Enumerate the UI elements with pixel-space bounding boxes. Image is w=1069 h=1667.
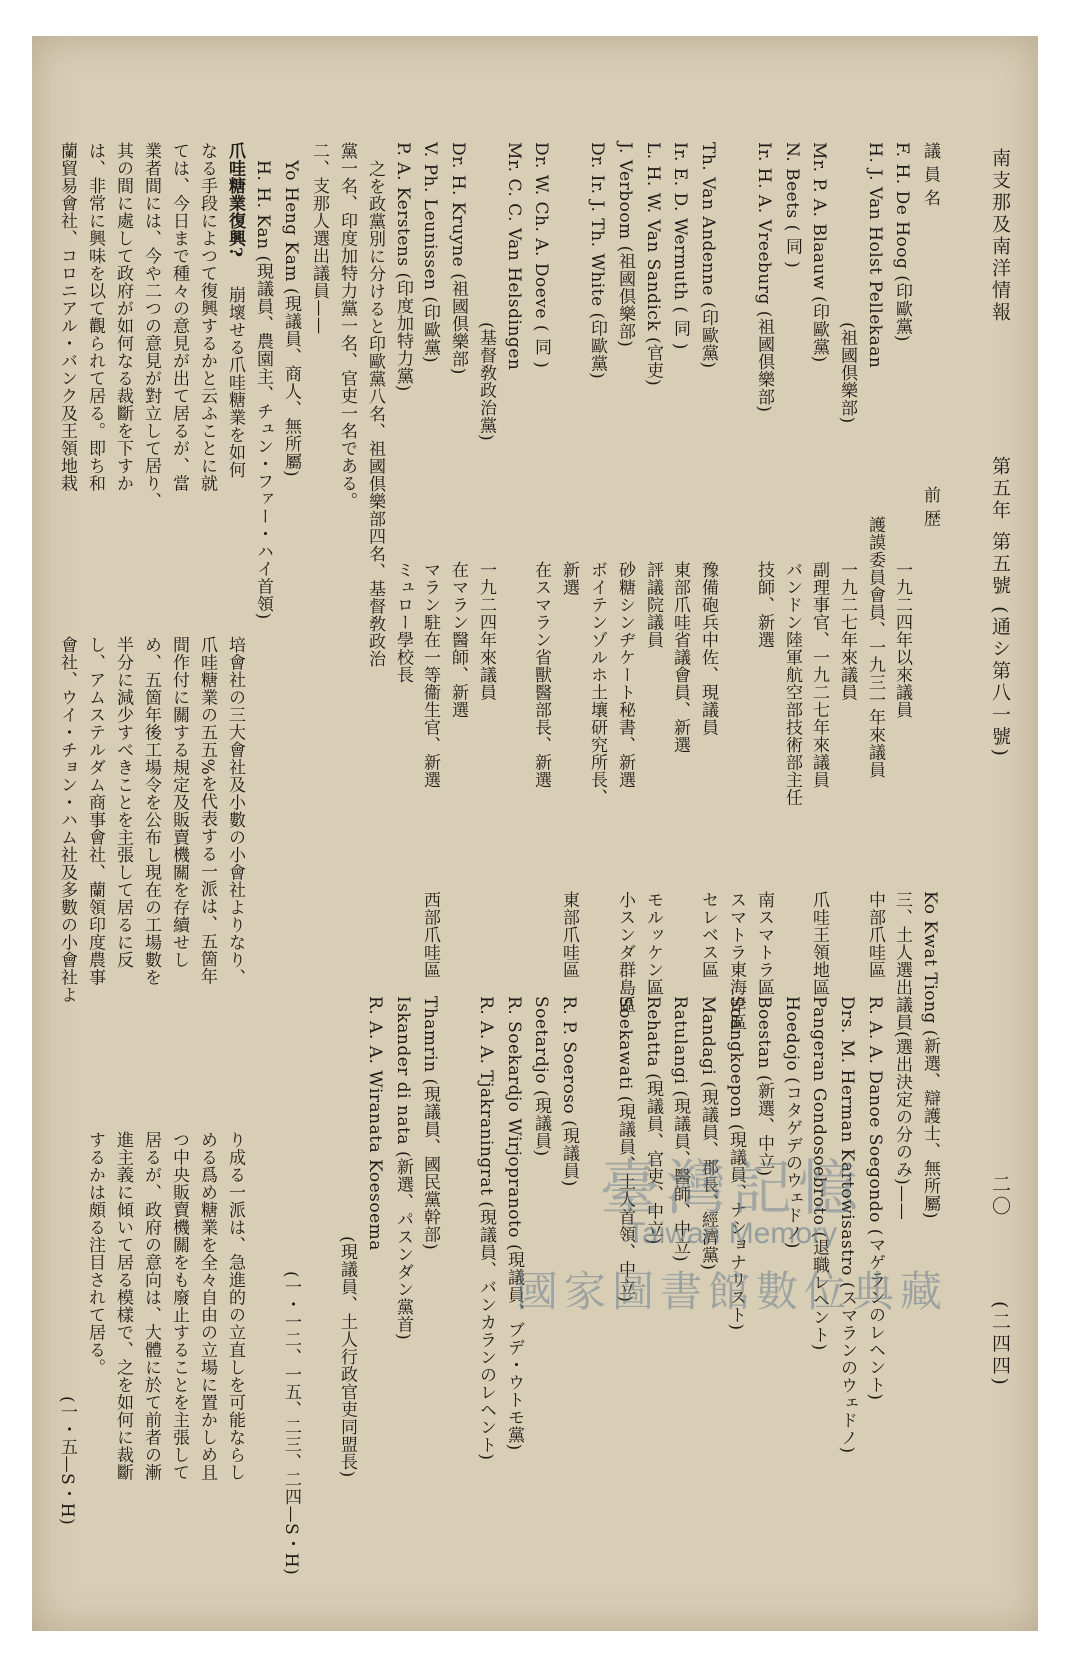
history-entry: ミュロー學校長 (393, 561, 413, 684)
article-text: 其の間に處して政府が如何なる裁斷を下すか (113, 142, 133, 492)
article-text: 蘭貿易會社、コロニアル・バンク及王領地栽 (57, 142, 77, 492)
member-name: Yo Heng Kam (現議員、商人、無所屬) (281, 160, 301, 478)
member-name: L. H. W. Van Sandick (官吏) (643, 142, 663, 387)
region-label: 東部爪哇區 (559, 891, 579, 979)
date-note: (一・五—S・H) (57, 1396, 77, 1526)
publication-title: 南支那及南洋情報 (989, 148, 1011, 324)
history-entry: 一九二四年來議員 (476, 561, 496, 701)
watermark-taiwan-memory-en: Taiwan Memory (626, 1217, 838, 1250)
native-member: R. Soekardjo Wirjopranoto (現議員、ブデ・ウトモ黨) (504, 996, 524, 1451)
history-entry: 在マラン醫師、新選 (448, 561, 468, 719)
member-name: H. H. Kan (現議員、農園主、チュン・ファー・ハイ首領) (253, 160, 273, 620)
history-entry: 新選 (559, 561, 579, 596)
date-note: (一・一二、一五、二三、二四—S・H) (281, 1271, 301, 1576)
history-heading: 前 歴 (920, 486, 940, 527)
member-name: J. Verboom (祖國倶樂部) (615, 142, 635, 348)
region-label: 西部爪哇區 (420, 891, 440, 979)
article-text: 業者間には、今や二つの意見が對立して居り、 (141, 142, 161, 510)
native-member: R. A. A. Tjakraningrat (現議員、バンカランのレヘント) (476, 996, 496, 1461)
article-title: 爪哇糖業復興? (225, 142, 245, 258)
native-member: Hoedojo (コタゲデのウェドノ) (782, 996, 802, 1249)
party-summary: 黨一名、印度加特力黨一名、官吏一名である。 (337, 142, 357, 510)
article-text: 半分に減少すべきことを主張して居るに反 (113, 636, 133, 969)
native-member: Soangkoepon (現議員、ナショナリスト) (726, 996, 746, 1331)
article-text: し、アムステルダム商事會社、蘭領印度農事 (85, 636, 105, 986)
native-member: Mandagi (現議員、郡長、經濟黨) (698, 996, 718, 1271)
member-name: V. Ph. Leunissen (印歐黨) (420, 142, 440, 364)
document-page (32, 36, 1038, 1631)
article-text: 培會社の三大會社及小數の小會社よりなり、 (225, 636, 245, 986)
member-name: Dr. H. Kruyne (祖國倶樂部) (448, 142, 468, 375)
region-label: 中部爪哇區 (865, 891, 885, 979)
member-party: (祖國倶樂部) (837, 322, 857, 424)
member-name: Ir. H. A. Vreeburg (祖國倶樂部) (754, 142, 774, 413)
native-member: Ratulangi (現議員、醫師、中立) (670, 996, 690, 1263)
history-entry: 評議院議員 (643, 561, 663, 649)
region-label: モルッケン區 (643, 891, 663, 996)
native-member: Rehatta (現議員、官吏、中立) (643, 996, 663, 1245)
history-entry: 一九二七年來議員 (837, 561, 857, 701)
article-text: つ中央販賣機關をも廢止することを主張して (169, 1131, 189, 1481)
issue-number: 第五年 第五號 (通シ第八一號) (989, 456, 1011, 759)
party-summary: 之を政黨別に分けると印歐黨八名、祖國倶樂部四名、基督敎政治 (365, 160, 385, 668)
native-member: R. A. A. Danoe Soegondo (マゲランのレヘント) (865, 996, 885, 1401)
history-entry: 技師、新選 (754, 561, 774, 649)
native-member: Drs. M. Herman Kartowisastro (スマランのウェドノ) (837, 996, 857, 1454)
watermark-library-name: 國家圖書館數位典藏 (515, 1267, 948, 1316)
native-heading: 三、土人選出議員(選出決定の分のみ)—— (892, 891, 912, 1221)
article-text: 爪哇糖業の五五%を代表する一派は、五箇年 (197, 636, 217, 986)
region-label: 南スマトラ區 (754, 891, 774, 996)
native-member: Iskander di nata (新選、パスンダン黨首) (393, 996, 413, 1341)
member-name: Mr. C. C. Van Helsdingen (504, 142, 524, 371)
member-name: P. A. Kerstens (印度加特力黨) (393, 142, 413, 392)
article-text: 崩壞せる爪哇糖業を如何 (225, 286, 245, 479)
article-text: 會社、ウイ・チョン・ハム社及多數の小會社よ (57, 636, 77, 1004)
article-text: するかは頗る注目されて居る。 (85, 1131, 105, 1376)
history-entry: 豫備砲兵中佐、現議員 (698, 561, 718, 736)
article-text: なる手段によつて復興するかと云ふことに就 (197, 142, 217, 492)
history-entry: 護謨委員會員、一九三一年來議員 (865, 516, 885, 779)
article-text: ては、今日まで種々の意見が出て居るが、當 (169, 142, 189, 492)
article-text: 進主義に傾いて居る模樣で、之を如何に裁斷 (113, 1131, 133, 1481)
article-text: め、五箇年後工場令を公布し現在の工場數を (141, 636, 161, 986)
member-party: (基督敎政治黨) (476, 322, 496, 442)
history-entry: 砂糖シンヂケート秘書、新選 (615, 561, 635, 789)
total-page-number: (二四四) (989, 1301, 1011, 1388)
native-member: Soetardjo (現議員) (531, 996, 551, 1157)
history-entry: ボイテンゾルホ土壤研究所長、 (587, 561, 607, 806)
section-heading: 議 員 名 (920, 142, 940, 207)
native-member: Pangeran Gondosoebroto (退職レヘント) (809, 996, 829, 1351)
history-entry: 副理事官、一九二七年來議員 (809, 561, 829, 789)
member-name: Ir. E. D. Wermuth ( 同 ) (670, 142, 690, 350)
native-intro: Ko Kwat Tiong (新選、辯護士、無所屬) (920, 891, 940, 1220)
region-label: 爪哇王領地區 (809, 891, 829, 996)
page-number: 二〇 (989, 1174, 1011, 1218)
chinese-members-heading: 二、支那人選出議員—— (309, 142, 329, 335)
watermark-taiwan-memory-cn: 臺灣記憶 (600, 1154, 864, 1224)
native-member: Boestan (新選、中立) (754, 996, 774, 1177)
history-entry: 在スマラン省獸醫部長、新選 (531, 561, 551, 789)
member-name: Dr. Ir. J. Th. White (印歐黨) (587, 142, 607, 380)
member-name: Mr. P. A. Blaauw (印歐黨) (809, 142, 829, 363)
region-label: セレベス區 (698, 891, 718, 979)
member-name: Dr. W. Ch. A. Doeve ( 同 ) (531, 142, 551, 369)
article-text: 間作付に關する規定及販賣機關を存續せし (169, 636, 189, 969)
native-member: Soekawati (現議員、土人首領、中立) (615, 996, 635, 1303)
member-name: N. Beets ( 同 ) (782, 142, 802, 269)
article-text: り成る一派は、急進的の立直しを可能ならし (225, 1131, 245, 1481)
region-label: 小スンダ群島區 (615, 891, 635, 1014)
article-text: は、非常に興味を以て觀られて居る。即ち和 (85, 142, 105, 492)
region-label: スマトラ東海岸區 (726, 891, 746, 1031)
article-text: める爲め糖業を全々自由の立場に置かしめ且 (197, 1131, 217, 1481)
article-text: 居るが、政府の意向は、大體に於て前者の漸 (141, 1131, 161, 1481)
library-watermark (472, 1141, 992, 1316)
history-entry: バンドン陸軍航空部技術部主任 (782, 561, 802, 806)
member-name: F. H. De Hoog (印歐黨) (892, 142, 912, 343)
member-name: Th. Van Andenne (印歐黨) (698, 142, 718, 369)
native-member: R. P. Soeroso (現議員) (559, 996, 579, 1187)
native-member: Thamrin (現議員、國民黨幹部) (420, 996, 440, 1251)
native-member: R. A. A. Wiranata Koesoema (365, 996, 385, 1251)
history-entry: 一九二四年以來議員 (892, 561, 912, 719)
history-entry: 東部爪哇省議會員、新選 (670, 561, 690, 754)
member-name: H. J. Van Holst Pellekaan (865, 142, 885, 369)
native-member-note: (現議員、土人行政官吏同盟長) (337, 1236, 357, 1478)
history-entry: マラン駐在一等衞生官、新選 (420, 561, 440, 789)
